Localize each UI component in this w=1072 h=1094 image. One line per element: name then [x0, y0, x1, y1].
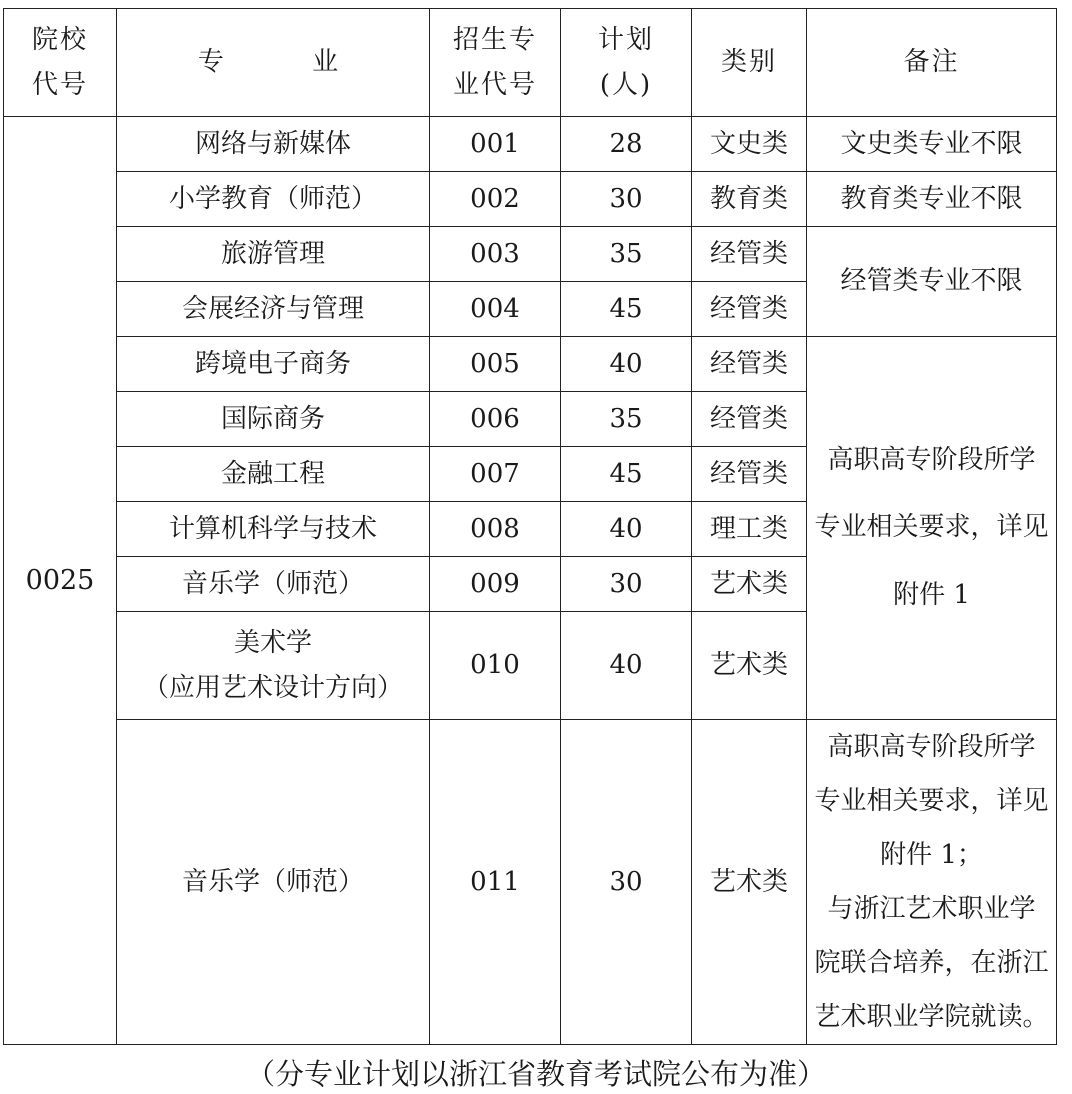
- major-cell: 金融工程: [117, 447, 430, 502]
- header-major-code: 招生专 业代号: [430, 9, 561, 117]
- major-code-cell: 004: [430, 282, 561, 337]
- major-cell: 计算机科学与技术: [117, 502, 430, 557]
- category-cell: 经管类: [692, 337, 807, 392]
- major-code-cell: 007: [430, 447, 561, 502]
- major-cell: 小学教育（师范）: [117, 172, 430, 227]
- major-code-cell: 006: [430, 392, 561, 447]
- major-cell: 音乐学（师范）: [117, 557, 430, 612]
- major-code-cell: 008: [430, 502, 561, 557]
- major-cell: 国际商务: [117, 392, 430, 447]
- header-remark: 备注: [807, 9, 1057, 117]
- remark-cell: 文史类专业不限: [807, 117, 1057, 172]
- plan-cell: 35: [561, 227, 692, 282]
- remark-cell: 教育类专业不限: [807, 172, 1057, 227]
- category-cell: 经管类: [692, 282, 807, 337]
- enrollment-plan-table: [3, 8, 1057, 1045]
- table-row: [4, 172, 1057, 227]
- major-cell: 音乐学（师范）: [117, 720, 430, 1045]
- footnote-caption: （分专业计划以浙江省教育考试院公布为准）: [245, 1057, 826, 1091]
- header-category: 类别: [692, 9, 807, 117]
- header-row: [4, 9, 1057, 117]
- plan-cell: 28: [561, 117, 692, 172]
- table-row: [4, 720, 1057, 1045]
- category-cell: 艺术类: [692, 720, 807, 1045]
- table-row: [4, 117, 1057, 172]
- header-school-code: 院校 代号: [4, 9, 117, 117]
- plan-cell: 30: [561, 720, 692, 1045]
- major-code-cell: 005: [430, 337, 561, 392]
- major-code-cell: 002: [430, 172, 561, 227]
- plan-cell: 40: [561, 502, 692, 557]
- plan-cell: 40: [561, 337, 692, 392]
- plan-cell: 30: [561, 172, 692, 227]
- major-cell: 跨境电子商务: [117, 337, 430, 392]
- category-cell: 经管类: [692, 227, 807, 282]
- major-cell: 会展经济与管理: [117, 282, 430, 337]
- plan-cell: 45: [561, 447, 692, 502]
- plan-cell: 40: [561, 612, 692, 720]
- school-code-cell: 0025: [4, 117, 117, 1045]
- table-row: [4, 227, 1057, 282]
- major-cell: 旅游管理: [117, 227, 430, 282]
- major-cell: 美术学 （应用艺术设计方向）: [117, 612, 430, 720]
- category-cell: 理工类: [692, 502, 807, 557]
- major-code-cell: 003: [430, 227, 561, 282]
- major-code-cell: 009: [430, 557, 561, 612]
- remark-cell: 高职高专阶段所学 专业相关要求，详见 附件 1: [807, 337, 1057, 720]
- major-cell: 网络与新媒体: [117, 117, 430, 172]
- plan-cell: 35: [561, 392, 692, 447]
- major-code-cell: 010: [430, 612, 561, 720]
- header-major: 专 业: [117, 9, 430, 117]
- major-code-cell: 011: [430, 720, 561, 1045]
- category-cell: 经管类: [692, 392, 807, 447]
- category-cell: 艺术类: [692, 557, 807, 612]
- category-cell: 文史类: [692, 117, 807, 172]
- category-cell: 艺术类: [692, 612, 807, 720]
- table-row: [4, 337, 1057, 392]
- category-cell: 教育类: [692, 172, 807, 227]
- plan-cell: 30: [561, 557, 692, 612]
- remark-cell: 高职高专阶段所学 专业相关要求，详见 附件 1； 与浙江艺术职业学 院联合培养，在浙江 艺术职业学院就读。: [807, 720, 1057, 1045]
- header-plan: 计划 (人): [561, 9, 692, 117]
- category-cell: 经管类: [692, 447, 807, 502]
- major-code-cell: 001: [430, 117, 561, 172]
- remark-cell: 经管类专业不限: [807, 227, 1057, 337]
- plan-cell: 45: [561, 282, 692, 337]
